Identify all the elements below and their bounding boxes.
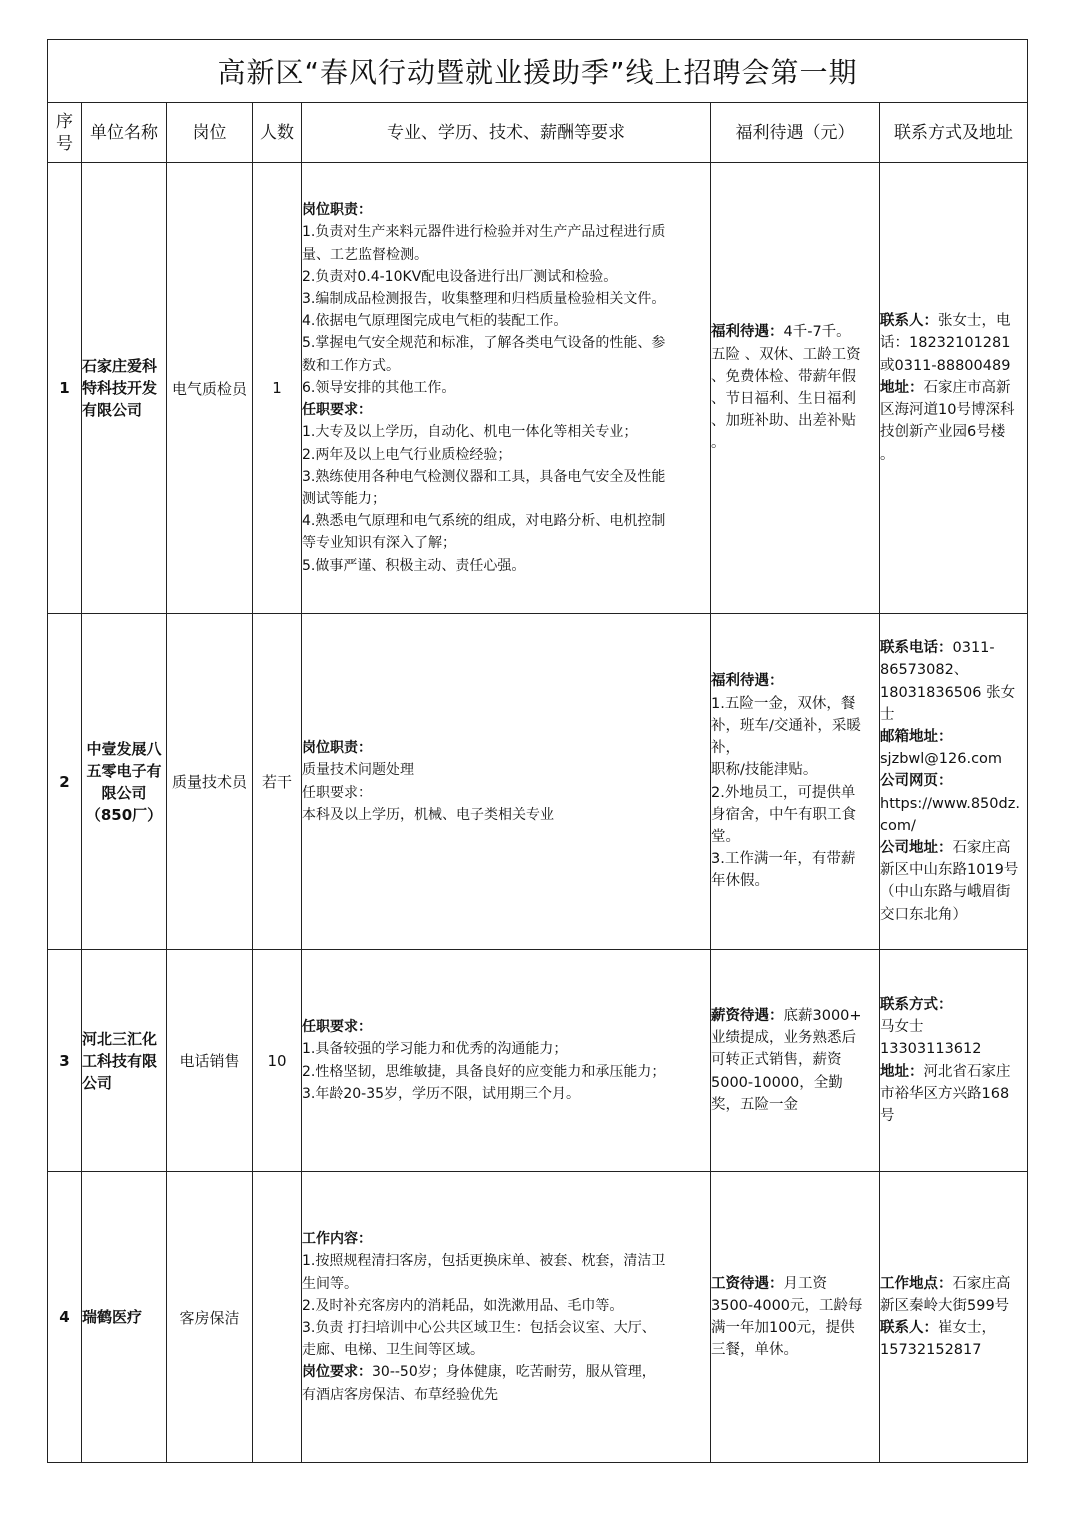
table-row <box>48 950 1028 1172</box>
row-seq: 4 <box>48 1172 82 1463</box>
requirements-cell: 岗位职责： 质量技术问题处理 任职要求： 本科及以上学历，机械、电子类相关专业 <box>302 614 711 950</box>
headcount: 10 <box>253 950 302 1172</box>
contact-cell: 联系方式： 马女士 13303113612 地址：河北省石家庄 市裕华区方兴路168 号 <box>880 950 1028 1172</box>
header-company: 单位名称 <box>82 103 167 163</box>
company-name: 石家庄爱科 特科技开发 有限公司 <box>82 163 167 614</box>
header-row <box>48 103 1028 163</box>
header-count: 人数 <box>253 103 302 163</box>
header-position: 岗位 <box>167 103 253 163</box>
row-seq: 2 <box>48 614 82 950</box>
header-contact: 联系方式及地址 <box>880 103 1028 163</box>
requirements-cell: 工作内容： 1.按照规程清扫客房，包括更换床单、被套、枕套，清洁卫 生间等。 2.及时补充客房内的消耗品，如洗漱用品、毛巾等。 3.负责 打扫培训中心公共区域卫生：包括会议室、大厅、 走廊、电梯、卫生间等区域。 岗位要求：30--50岁；身体健康，吃苦耐劳，服从管理， 有酒店客房保洁、布草经验优先 <box>302 1172 711 1463</box>
table-row <box>48 1172 1028 1463</box>
row-seq: 1 <box>48 163 82 614</box>
job-listing-table <box>47 39 1028 1463</box>
requirements-cell: 岗位职责： 1.负责对生产来料元器件进行检验并对生产产品过程进行质 量、工艺监督检测。 2.负责对0.4-10KV配电设备进行出厂测试和检验。 3.编制成品检测报告，收集整理和归档质量检验相关文件。 4.依据电气原理图完成电气柜的装配工作。 5.掌握电气安全规范和标准，了解各类电气设备的性能、参 数和工作方式。 6.领导安排的其他工作。 任职要求： 1.大专及以上学历，自动化、机电一体化等相关专业； 2.两年及以上电气行业质检经验； 3.熟练使用各种电气检测仪器和工具，具备电气安全及性能 测试等能力； 4.熟悉电气原理和电气系统的组成，对电路分析、电机控制 等专业知识有深入了解； 5.做事严谨、积极主动、责任心强。 <box>302 163 711 614</box>
benefits-cell: 薪资待遇：底薪3000+ 业绩提成，业务熟悉后 可转正式销售，薪资 5000-10000，全勤 奖，五险一金 <box>711 950 880 1172</box>
header-seq: 序 号 <box>48 103 82 163</box>
headcount: 1 <box>253 163 302 614</box>
position-name: 电气质检员 <box>167 163 253 614</box>
benefits-cell: 福利待遇：4千-7千。 五险 、双休、工龄工资 、免费体检、带薪年假 、节日福利、生日福利 、加班补助、出差补贴 。 <box>711 163 880 614</box>
header-benefits: 福利待遇（元） <box>711 103 880 163</box>
requirements-cell: 任职要求： 1.具备较强的学习能力和优秀的沟通能力； 2.性格坚韧，思维敏捷，具备良好的应变能力和承压能力； 3.年龄20-35岁，学历不限，试用期三个月。 <box>302 950 711 1172</box>
table-row <box>48 614 1028 950</box>
contact-cell: 联系人：张女士，电 话：18232101281 或0311-88800489 地址：石家庄市高新 区海河道10号博深科 技创新产业园6号楼 。 <box>880 163 1028 614</box>
company-name: 中壹发展八 五零电子有 限公司 （850厂） <box>82 614 167 950</box>
contact-cell: 工作地点：石家庄高 新区秦岭大街599号 联系人：崔女士， 15732152817 <box>880 1172 1028 1463</box>
company-name: 河北三汇化 工科技有限 公司 <box>82 950 167 1172</box>
row-seq: 3 <box>48 950 82 1172</box>
header-requirements: 专业、学历、技术、薪酬等要求 <box>302 103 711 163</box>
position-name: 电话销售 <box>167 950 253 1172</box>
headcount: 若干 <box>253 614 302 950</box>
page-title: 高新区“春风行动暨就业援助季”线上招聘会第一期 <box>48 40 1028 103</box>
company-name: 瑞鹤医疗 <box>82 1172 167 1463</box>
position-name: 质量技术员 <box>167 614 253 950</box>
benefits-cell: 工资待遇：月工资 3500-4000元，工龄每 满一年加100元，提供 三餐，单休。 <box>711 1172 880 1463</box>
contact-cell: 联系电话：0311- 86573082、 18031836506 张女 士 邮箱地址： sjzbwl@126.com 公司网页： https://www.850dz. com/ 公司地址：石家庄高 新区中山东路1019号 （中山东路与峨眉街 交口东北角） <box>880 614 1028 950</box>
table-row <box>48 163 1028 614</box>
benefits-cell: 福利待遇： 1.五险一金，双休，餐 补，班车/交通补，采暖 补， 职称/技能津贴。 2.外地员工，可提供单 身宿舍，中午有职工食 堂。 3.工作满一年，有带薪 年休假。 <box>711 614 880 950</box>
position-name: 客房保洁 <box>167 1172 253 1463</box>
headcount <box>253 1172 302 1463</box>
